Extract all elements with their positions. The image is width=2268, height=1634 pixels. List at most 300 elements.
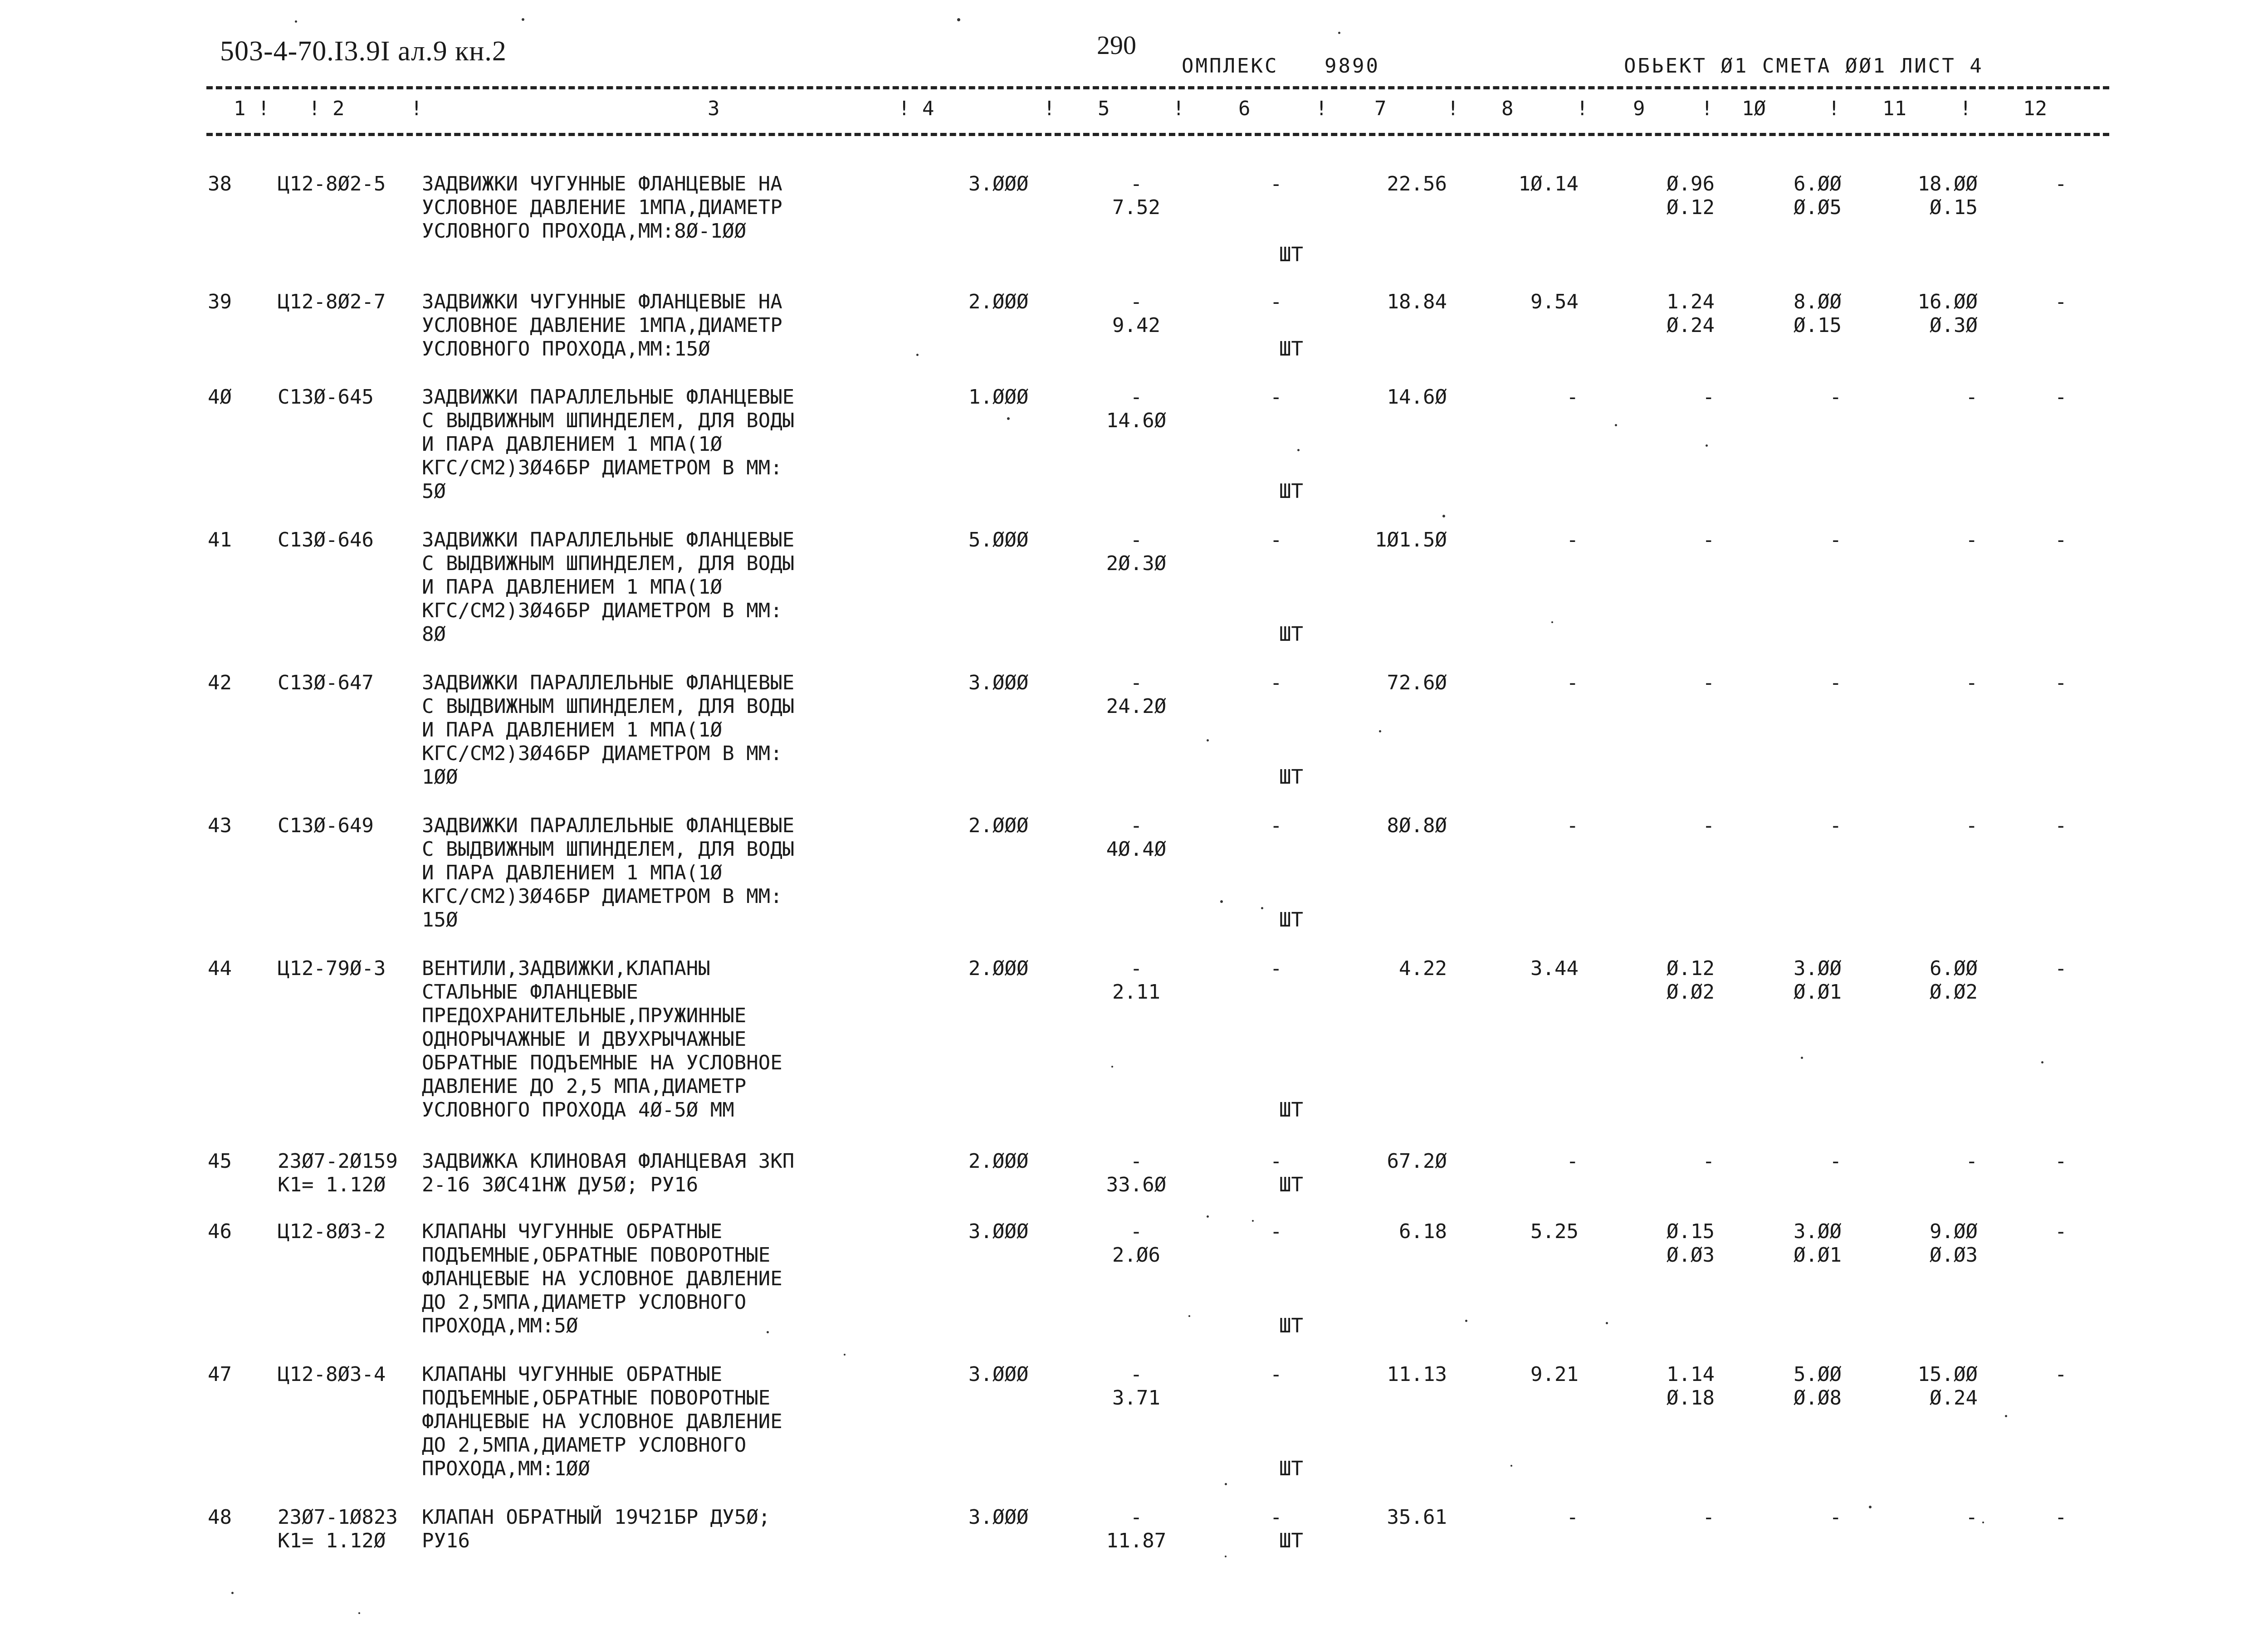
description-line: ЗАДВИЖКИ ЧУГУННЫЕ ФЛАНЦЕВЫЕ НА bbox=[422, 290, 782, 313]
col10-value-line: Ø.Ø8 bbox=[1794, 1386, 1842, 1410]
col6-value: - bbox=[1270, 671, 1282, 694]
description-line: УСЛОВНОГО ПРОХОДА 4Ø-5Ø ММ bbox=[422, 1098, 734, 1122]
unit-price bbox=[1093, 1506, 1179, 1553]
description-line: И ПАРА ДАВЛЕНИЕМ 1 МПА(1Ø bbox=[422, 433, 723, 456]
col9-value-line: Ø.18 bbox=[1667, 1386, 1715, 1410]
resource-code-text: С13Ø-647 bbox=[278, 671, 374, 694]
total-cost: 22.56 bbox=[1387, 172, 1447, 195]
description-line: ПОДЪЕМНЫЕ,ОБРАТНЫЕ ПОВОРОТНЫЕ bbox=[422, 1244, 771, 1267]
resource-code bbox=[278, 671, 374, 695]
unit-of-measure: ШТ bbox=[1279, 623, 1303, 646]
program-name: ОМПЛЕКС bbox=[1182, 54, 1279, 78]
scan-speck bbox=[1801, 1057, 1803, 1059]
col6-value: - bbox=[1270, 528, 1282, 551]
total-cost: 18.84 bbox=[1387, 290, 1447, 313]
total-cost: 6.18 bbox=[1399, 1220, 1447, 1243]
unit-price-line: 2.11 bbox=[1112, 980, 1160, 1004]
col12-value: - bbox=[2055, 290, 2067, 313]
row-number: 48 bbox=[208, 1506, 232, 1529]
description-line: КЛАПАНЫ ЧУГУННЫЕ ОБРАТНЫЕ bbox=[422, 1363, 723, 1386]
col8-value: 9.21 bbox=[1530, 1363, 1579, 1386]
col10-value bbox=[1760, 671, 1842, 695]
description-line: КЛАПАНЫ ЧУГУННЫЕ ОБРАТНЫЕ bbox=[422, 1220, 723, 1243]
scan-speck bbox=[844, 1354, 846, 1356]
unit-price-line: 2.Ø6 bbox=[1112, 1244, 1160, 1267]
quantity: 2.ØØØ bbox=[968, 290, 1029, 313]
coefficient-text: К1= 1.12Ø bbox=[278, 1173, 386, 1196]
description-line: ДАВЛЕНИЕ ДО 2,5 МПА,ДИАМЕТР bbox=[422, 1075, 747, 1098]
col8-value: - bbox=[1566, 1150, 1579, 1173]
total-cost: 67.2Ø bbox=[1387, 1150, 1447, 1173]
scan-speck bbox=[2041, 1061, 2043, 1063]
col12-value: - bbox=[2055, 957, 2067, 980]
unit-price-line: 4Ø.4Ø bbox=[1106, 838, 1167, 861]
col10-value-line: 6.ØØ bbox=[1794, 172, 1842, 195]
scan-speck bbox=[1615, 424, 1617, 426]
header-rule-top bbox=[206, 86, 2109, 89]
col10-value bbox=[1760, 528, 1842, 552]
scan-speck bbox=[295, 20, 297, 23]
description-line: УСЛОВНОЕ ДАВЛЕНИЕ 1МПА,ДИАМЕТР bbox=[422, 196, 782, 219]
resource-code bbox=[278, 1363, 386, 1386]
quantity: 3.ØØØ bbox=[968, 671, 1029, 694]
scan-speck bbox=[1465, 1320, 1467, 1322]
col11-value-line: - bbox=[1965, 814, 1978, 837]
col9-value bbox=[1633, 1363, 1715, 1410]
unit-price-line: - bbox=[1130, 1220, 1143, 1243]
col10-value-line: - bbox=[1829, 671, 1842, 694]
resource-code-text: Ц12-8Ø2-5 bbox=[278, 172, 386, 195]
column-numbers-row bbox=[0, 97, 2268, 124]
description-line: УСЛОВНОГО ПРОХОДА,ММ:8Ø-1ØØ bbox=[422, 219, 747, 243]
col9-value-line: - bbox=[1702, 814, 1715, 837]
row-number: 44 bbox=[208, 957, 232, 980]
total-cost: 4.22 bbox=[1399, 957, 1447, 980]
unit-price-line: 33.6Ø bbox=[1106, 1173, 1167, 1196]
unit-price-line: 2Ø.3Ø bbox=[1106, 552, 1167, 575]
unit-price bbox=[1093, 385, 1179, 433]
description-line: ЗАДВИЖКА КЛИНОВАЯ ФЛАНЦЕВАЯ 3КП bbox=[422, 1150, 795, 1173]
description-line: С ВЫДВИЖНЫМ ШПИНДЕЛЕМ, ДЛЯ ВОДЫ bbox=[422, 409, 795, 432]
total-cost: 72.6Ø bbox=[1387, 671, 1447, 694]
scan-speck bbox=[1338, 32, 1340, 34]
col12-value: - bbox=[2055, 1220, 2067, 1243]
unit-price bbox=[1093, 1150, 1179, 1197]
unit-of-measure: ШТ bbox=[1279, 480, 1303, 503]
description-line bbox=[422, 243, 912, 267]
col9-value-line: 1.14 bbox=[1667, 1363, 1715, 1386]
col11-value bbox=[1887, 290, 1978, 337]
col9-value-line: Ø.12 bbox=[1667, 957, 1715, 980]
scan-speck bbox=[358, 1612, 360, 1614]
unit-of-measure: ШТ bbox=[1279, 1173, 1303, 1196]
col8-value: 5.25 bbox=[1530, 1220, 1579, 1243]
description-line: 1ØØ bbox=[422, 766, 458, 789]
col9-value-line: 1.24 bbox=[1667, 290, 1715, 313]
row-number: 42 bbox=[208, 671, 232, 694]
col10-value bbox=[1760, 385, 1842, 409]
col11-value bbox=[1887, 528, 1978, 552]
col9-value bbox=[1633, 814, 1715, 838]
col9-value-line: Ø.Ø3 bbox=[1667, 1244, 1715, 1267]
scan-speck bbox=[522, 18, 524, 21]
row-number: 39 bbox=[208, 290, 232, 313]
unit-price-line: - bbox=[1130, 814, 1143, 837]
col9-value bbox=[1633, 1150, 1715, 1173]
col9-value bbox=[1633, 1506, 1715, 1529]
description-line: УСЛОВНОЕ ДАВЛЕНИЕ 1МПА,ДИАМЕТР bbox=[422, 314, 782, 337]
description-line: И ПАРА ДАВЛЕНИЕМ 1 МПА(1Ø bbox=[422, 718, 723, 741]
description-line: ЗАДВИЖКИ ПАРАЛЛЕЛЬНЫЕ ФЛАНЦЕВЫЕ bbox=[422, 671, 795, 694]
col11-value-line: 16.ØØ bbox=[1917, 290, 1978, 313]
unit-price-line: 3.71 bbox=[1112, 1386, 1160, 1410]
col11-value-line: Ø.Ø3 bbox=[1930, 1244, 1978, 1267]
description-line: ФЛАНЦЕВЫЕ НА УСЛОВНОЕ ДАВЛЕНИЕ bbox=[422, 1410, 782, 1433]
col9-value-line: Ø.Ø2 bbox=[1667, 980, 1715, 1004]
col-sep: ! bbox=[1043, 97, 1056, 120]
col-sep: ! bbox=[1828, 97, 1840, 120]
col6-value: - bbox=[1270, 814, 1282, 837]
col12-value: - bbox=[2055, 1363, 2067, 1386]
description-line: С ВЫДВИЖНЫМ ШПИНДЕЛЕМ, ДЛЯ ВОДЫ bbox=[422, 838, 795, 861]
description-line: ЗАДВИЖКИ ПАРАЛЛЕЛЬНЫЕ ФЛАНЦЕВЫЕ bbox=[422, 385, 795, 409]
col9-value bbox=[1633, 172, 1715, 219]
col11-value-line: - bbox=[1965, 528, 1978, 551]
resource-code bbox=[278, 172, 386, 196]
col10-value bbox=[1760, 957, 1842, 1004]
resource-code-text: С13Ø-645 bbox=[278, 385, 374, 409]
col-sep: ! bbox=[1576, 97, 1589, 120]
col11-value bbox=[1887, 671, 1978, 695]
unit-of-measure: ШТ bbox=[1279, 337, 1303, 361]
description-line: ПРЕДОХРАНИТЕЛЬНЫЕ,ПРУЖИННЫЕ bbox=[422, 1004, 747, 1027]
unit-price-line: - bbox=[1130, 1150, 1143, 1173]
resource-code-text: С13Ø-646 bbox=[278, 528, 374, 551]
scan-speck bbox=[2005, 1415, 2007, 1417]
scan-speck bbox=[957, 18, 960, 21]
total-cost: 11.13 bbox=[1387, 1363, 1447, 1386]
description-line: КГС/СМ2)3Ø46БР ДИАМЕТРОМ В ММ: bbox=[422, 456, 782, 479]
col10-value-line: 3.ØØ bbox=[1794, 1220, 1842, 1243]
scan-speck bbox=[1220, 900, 1223, 903]
col11-value-line: - bbox=[1965, 671, 1978, 694]
scan-speck bbox=[1252, 1220, 1254, 1222]
quantity: 3.ØØØ bbox=[968, 1363, 1029, 1386]
description-line: И ПАРА ДАВЛЕНИЕМ 1 МПА(1Ø bbox=[422, 576, 723, 599]
col10-value bbox=[1760, 1220, 1842, 1267]
unit-price-line: 11.87 bbox=[1106, 1529, 1167, 1552]
scan-speck bbox=[1551, 621, 1553, 623]
col9-value-line: Ø.15 bbox=[1667, 1220, 1715, 1243]
col10-value-line: - bbox=[1829, 528, 1842, 551]
col12-value: - bbox=[2055, 385, 2067, 409]
col8-value: - bbox=[1566, 814, 1579, 837]
col11-value-line: Ø.Ø2 bbox=[1930, 980, 1978, 1004]
col-num: 8 bbox=[1501, 97, 1514, 120]
unit-price-line: - bbox=[1130, 957, 1143, 980]
col10-value-line: - bbox=[1829, 814, 1842, 837]
col8-value: 9.54 bbox=[1530, 290, 1579, 313]
col9-value-line: - bbox=[1702, 385, 1715, 409]
unit-price-line: 7.52 bbox=[1112, 196, 1160, 219]
col11-value-line: Ø.3Ø bbox=[1930, 314, 1978, 337]
description-line: С ВЫДВИЖНЫМ ШПИНДЕЛЕМ, ДЛЯ ВОДЫ bbox=[422, 695, 795, 718]
col9-value bbox=[1633, 671, 1715, 695]
unit-price bbox=[1093, 814, 1179, 861]
scan-speck bbox=[767, 1331, 769, 1333]
description-line: 15Ø bbox=[422, 908, 458, 932]
col9-value-line: - bbox=[1702, 1150, 1715, 1173]
col6-value: - bbox=[1270, 1220, 1282, 1243]
col6-value: - bbox=[1270, 1363, 1282, 1386]
total-cost: 35.61 bbox=[1387, 1506, 1447, 1529]
page-number: 290 bbox=[1097, 30, 1136, 60]
resource-code bbox=[278, 814, 374, 838]
col-num: 11 bbox=[1882, 97, 1906, 120]
col10-value bbox=[1760, 172, 1842, 219]
col11-value bbox=[1887, 1150, 1978, 1173]
row-number: 43 bbox=[208, 814, 232, 837]
row-number: 46 bbox=[208, 1220, 232, 1243]
col-num: 12 bbox=[2023, 97, 2047, 120]
col10-value-line: Ø.Ø1 bbox=[1794, 1244, 1842, 1267]
col-sep: ! bbox=[1960, 97, 1972, 120]
col9-value-line: - bbox=[1702, 528, 1715, 551]
description-line: ПРОХОДА,ММ:5Ø bbox=[422, 1314, 578, 1337]
col8-value: - bbox=[1566, 385, 1579, 409]
col10-value-line: - bbox=[1829, 1150, 1842, 1173]
col8-value: - bbox=[1566, 671, 1579, 694]
col11-value-line: Ø.15 bbox=[1930, 196, 1978, 219]
col9-value-line: Ø.12 bbox=[1667, 196, 1715, 219]
col10-value-line: 5.ØØ bbox=[1794, 1363, 1842, 1386]
col10-value-line: Ø.Ø5 bbox=[1794, 196, 1842, 219]
scan-speck bbox=[1606, 1322, 1608, 1324]
unit-of-measure: ШТ bbox=[1279, 1098, 1303, 1122]
description-line: 5Ø bbox=[422, 480, 446, 503]
quantity: 2.ØØØ bbox=[968, 957, 1029, 980]
scan-speck bbox=[1225, 1556, 1227, 1557]
unit-of-measure: ШТ bbox=[1279, 1314, 1303, 1337]
quantity: 2.ØØØ bbox=[968, 814, 1029, 837]
col10-value-line: 8.ØØ bbox=[1794, 290, 1842, 313]
unit-of-measure: ШТ bbox=[1279, 243, 1303, 266]
col11-value-line: 18.ØØ bbox=[1917, 172, 1978, 195]
resource-code-text: Ц12-8Ø3-2 bbox=[278, 1220, 386, 1243]
col9-value bbox=[1633, 385, 1715, 409]
resource-code bbox=[278, 528, 374, 552]
document-code: 503-4-70.I3.9I ал.9 кн.2 bbox=[220, 36, 507, 67]
description-line: ЗАДВИЖКИ ПАРАЛЛЕЛЬНЫЕ ФЛАНЦЕВЫЕ bbox=[422, 528, 795, 551]
col10-value-line: - bbox=[1829, 385, 1842, 409]
col12-value: - bbox=[2055, 671, 2067, 694]
description-line: ДО 2,5МПА,ДИАМЕТР УСЛОВНОГО bbox=[422, 1434, 747, 1457]
col-num: 1Ø bbox=[1742, 97, 1766, 120]
scan-speck bbox=[1111, 1066, 1113, 1068]
description-line: ФЛАНЦЕВЫЕ НА УСЛОВНОЕ ДАВЛЕНИЕ bbox=[422, 1267, 782, 1290]
col11-value bbox=[1887, 385, 1978, 409]
col10-value bbox=[1760, 814, 1842, 838]
resource-code bbox=[278, 290, 386, 314]
col11-value bbox=[1887, 1220, 1978, 1267]
coefficient-text: К1= 1.12Ø bbox=[278, 1529, 386, 1552]
resource-code bbox=[278, 1150, 398, 1197]
col8-value: 1Ø.14 bbox=[1518, 172, 1579, 195]
col10-value-line: - bbox=[1829, 1506, 1842, 1529]
unit-price-line: - bbox=[1130, 671, 1143, 694]
description-line: ПОДЪЕМНЫЕ,ОБРАТНЫЕ ПОВОРОТНЫЕ bbox=[422, 1386, 771, 1410]
col9-value bbox=[1633, 1220, 1715, 1267]
unit-price-line: - bbox=[1130, 172, 1143, 195]
description-line: ПРОХОДА,ММ:1ØØ bbox=[422, 1457, 590, 1480]
col11-value-line: 15.ØØ bbox=[1917, 1363, 1978, 1386]
scan-speck bbox=[1982, 1522, 1984, 1523]
description-line: С ВЫДВИЖНЫМ ШПИНДЕЛЕМ, ДЛЯ ВОДЫ bbox=[422, 552, 795, 575]
header-rule-bottom bbox=[206, 133, 2109, 136]
col11-value bbox=[1887, 814, 1978, 838]
unit-price bbox=[1093, 290, 1179, 337]
col12-value: - bbox=[2055, 1150, 2067, 1173]
col9-value bbox=[1633, 528, 1715, 552]
col11-value-line: - bbox=[1965, 1150, 1978, 1173]
col-num: 1 ! bbox=[234, 97, 270, 120]
description-line: УСЛОВНОГО ПРОХОДА,ММ:15Ø bbox=[422, 337, 710, 361]
quantity: 3.ØØØ bbox=[968, 172, 1029, 195]
col6-value: - bbox=[1270, 1506, 1282, 1529]
col11-value-line: - bbox=[1965, 1506, 1978, 1529]
resource-code-text: Ц12-8Ø3-4 bbox=[278, 1363, 386, 1386]
col-num: 6 bbox=[1238, 97, 1251, 120]
col6-value: - bbox=[1270, 957, 1282, 980]
col11-value-line: 9.ØØ bbox=[1930, 1220, 1978, 1243]
col11-value bbox=[1887, 1506, 1978, 1529]
col12-value: - bbox=[2055, 814, 2067, 837]
row-number: 4Ø bbox=[208, 385, 232, 409]
resource-code bbox=[278, 1220, 386, 1244]
col9-value-line: Ø.24 bbox=[1667, 314, 1715, 337]
col-sep: ! bbox=[1173, 97, 1185, 120]
scan-speck bbox=[1379, 730, 1381, 732]
col-num: 7 bbox=[1374, 97, 1387, 120]
col10-value bbox=[1760, 1363, 1842, 1410]
unit-price-line: 24.2Ø bbox=[1106, 695, 1167, 718]
col8-value: - bbox=[1566, 528, 1579, 551]
unit-price bbox=[1093, 1220, 1179, 1267]
description-line: КГС/СМ2)3Ø46БР ДИАМЕТРОМ В ММ: bbox=[422, 742, 782, 765]
resource-code-text: 23Ø7-2Ø159 bbox=[278, 1150, 398, 1173]
description-line: 2-16 3ØС41НЖ ДУ5Ø; РУ16 bbox=[422, 1173, 699, 1196]
col6-value: - bbox=[1270, 172, 1282, 195]
scan-speck bbox=[916, 354, 919, 356]
scan-speck bbox=[1207, 1215, 1209, 1218]
col12-value: - bbox=[2055, 172, 2067, 195]
scan-speck bbox=[1510, 1465, 1512, 1467]
description-line: СТАЛЬНЫЕ ФЛАНЦЕВЫЕ bbox=[422, 980, 638, 1004]
col10-value-line: Ø.Ø1 bbox=[1794, 980, 1842, 1004]
description-line: И ПАРА ДАВЛЕНИЕМ 1 МПА(1Ø bbox=[422, 861, 723, 884]
resource-code-text: 23Ø7-1Ø823 bbox=[278, 1506, 398, 1529]
description-line: ЗАДВИЖКИ ПАРАЛЛЕЛЬНЫЕ ФЛАНЦЕВЫЕ bbox=[422, 814, 795, 837]
quantity: 1.ØØØ bbox=[968, 385, 1029, 409]
description-line: ОДНОРЫЧАЖНЫЕ И ДВУХРЫЧАЖНЫЕ bbox=[422, 1028, 747, 1051]
description-line: РУ16 bbox=[422, 1529, 470, 1552]
unit-price-line: - bbox=[1130, 290, 1143, 313]
unit-price bbox=[1093, 957, 1179, 1004]
quantity: 3.ØØØ bbox=[968, 1506, 1029, 1529]
program-number: 9890 bbox=[1325, 54, 1380, 78]
col-sep: ! bbox=[1447, 97, 1459, 120]
col-num: ! 2 bbox=[308, 97, 345, 120]
scan-speck bbox=[1207, 739, 1209, 741]
scan-speck bbox=[1261, 907, 1263, 909]
unit-price-line: - bbox=[1130, 385, 1143, 409]
col9-value-line: - bbox=[1702, 671, 1715, 694]
unit-price-line: - bbox=[1130, 1363, 1143, 1386]
row-number: 38 bbox=[208, 172, 232, 195]
unit-price bbox=[1093, 1363, 1179, 1410]
description-line: КЛАПАН ОБРАТНЫЙ 19Ч21БР ДУ5Ø; bbox=[422, 1506, 771, 1529]
scan-speck bbox=[1007, 417, 1010, 420]
col10-value bbox=[1760, 1506, 1842, 1529]
unit-price bbox=[1093, 172, 1179, 219]
resource-code-text: Ц12-79Ø-3 bbox=[278, 957, 386, 980]
resource-code bbox=[278, 385, 374, 409]
unit-of-measure: ШТ bbox=[1279, 766, 1303, 789]
col12-value: - bbox=[2055, 1506, 2067, 1529]
col11-value-line: 6.ØØ bbox=[1930, 957, 1978, 980]
col-num: 5 bbox=[1098, 97, 1110, 120]
col-sep: ! bbox=[1315, 97, 1328, 120]
row-number: 45 bbox=[208, 1150, 232, 1173]
description-line: ДО 2,5МПА,ДИАМЕТР УСЛОВНОГО bbox=[422, 1291, 747, 1314]
total-cost: 14.6Ø bbox=[1387, 385, 1447, 409]
quantity: 5.ØØØ bbox=[968, 528, 1029, 551]
col12-value: - bbox=[2055, 528, 2067, 551]
col-sep: ! bbox=[411, 97, 423, 120]
col11-value bbox=[1887, 957, 1978, 1004]
scan-speck bbox=[1297, 449, 1300, 451]
description-line: ЗАДВИЖКИ ЧУГУННЫЕ ФЛАНЦЕВЫЕ НА bbox=[422, 172, 782, 195]
description-line: КГС/СМ2)3Ø46БР ДИАМЕТРОМ В ММ: bbox=[422, 599, 782, 622]
col10-value-line: 3.ØØ bbox=[1794, 957, 1842, 980]
col11-value bbox=[1887, 1363, 1978, 1410]
resource-code bbox=[278, 957, 386, 980]
description-line: ОБРАТНЫЕ ПОДЪЕМНЫЕ НА УСЛОВНОЕ bbox=[422, 1051, 782, 1074]
col8-value: - bbox=[1566, 1506, 1579, 1529]
total-cost: 1Ø1.5Ø bbox=[1375, 528, 1447, 551]
col9-value bbox=[1633, 290, 1715, 337]
unit-price-line: 14.6Ø bbox=[1106, 409, 1167, 432]
scan-speck bbox=[1869, 1506, 1872, 1508]
resource-code-text: Ц12-8Ø2-7 bbox=[278, 290, 386, 313]
scan-speck bbox=[1442, 515, 1445, 517]
row-number: 41 bbox=[208, 528, 232, 551]
object-estimate-sheet: ОБЬЕКТ Ø1 СМЕТА ØØ1 ЛИСТ 4 bbox=[1624, 54, 1984, 78]
unit-of-measure: ШТ bbox=[1279, 1457, 1303, 1480]
total-cost: 8Ø.8Ø bbox=[1387, 814, 1447, 837]
col9-value-line: - bbox=[1702, 1506, 1715, 1529]
unit-price-line: - bbox=[1130, 1506, 1143, 1529]
scan-speck bbox=[1706, 444, 1708, 447]
col11-value bbox=[1887, 172, 1978, 219]
scan-speck bbox=[231, 1592, 234, 1594]
resource-code bbox=[278, 1506, 398, 1553]
quantity: 2.ØØØ bbox=[968, 1150, 1029, 1173]
col-num: 9 bbox=[1633, 97, 1645, 120]
col10-value bbox=[1760, 1150, 1842, 1173]
unit-price bbox=[1093, 528, 1179, 576]
col-num: ! 4 bbox=[898, 97, 934, 120]
